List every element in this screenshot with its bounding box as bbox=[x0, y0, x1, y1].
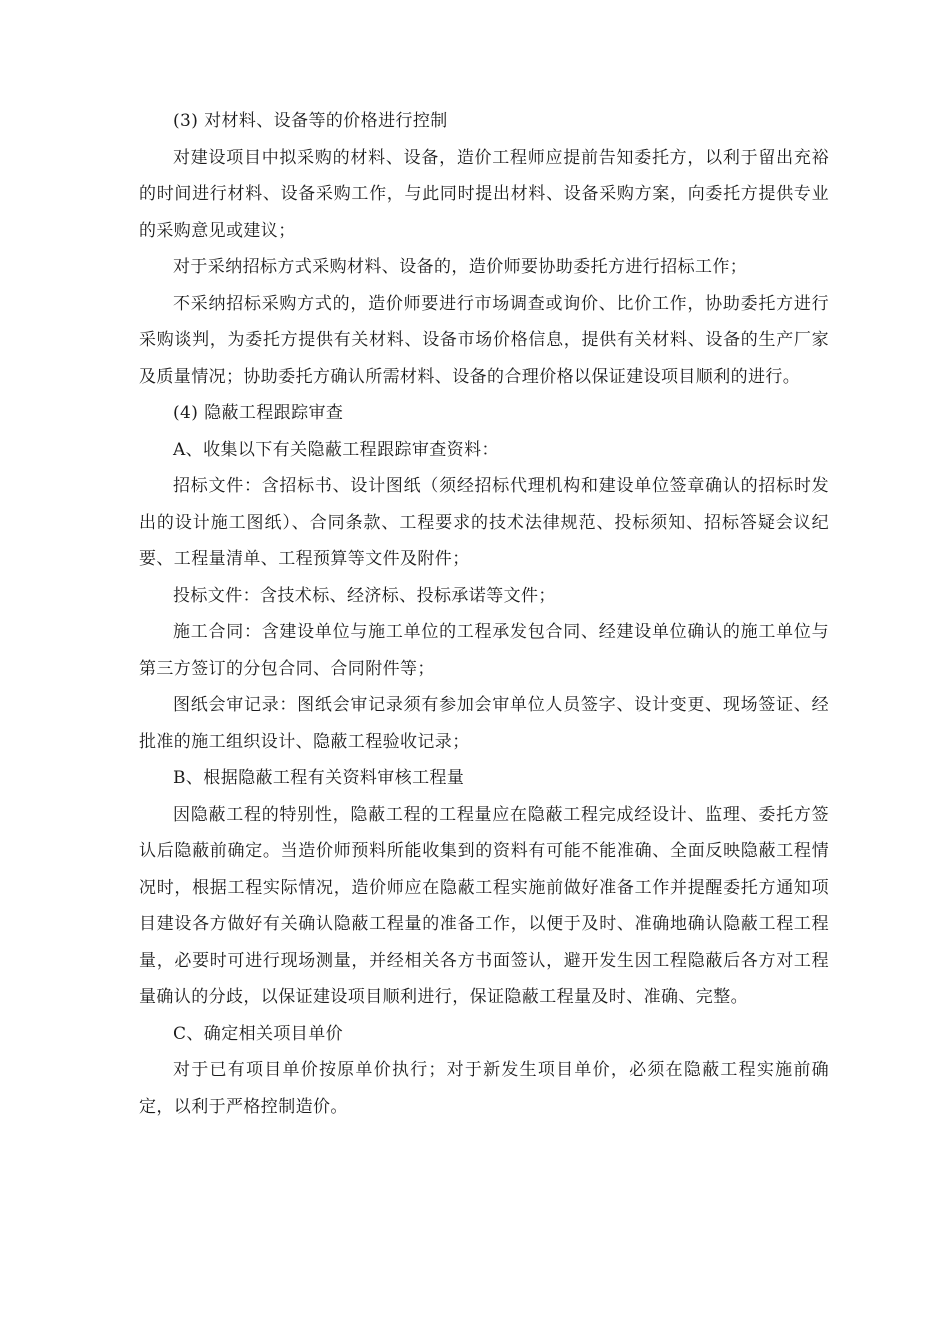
paragraph: 对于已有项目单价按原单价执行；对于新发生项目单价，必须在隐蔽工程实施前确定，以利于严格控制造价。 bbox=[139, 1060, 829, 1117]
paragraph: 对于采纳招标方式采购材料、设备的，造价师要协助委托方进行招标工作； bbox=[173, 257, 748, 277]
document-body bbox=[139, 103, 829, 1125]
paragraph: 投标文件：含技术标、经济标、投标承诺等文件； bbox=[173, 585, 556, 606]
subheading-b: B、根据隐蔽工程有关资料审核工程量 bbox=[173, 768, 465, 788]
paragraph: 因隐蔽工程的特别性，隐蔽工程的工程量应在隐蔽工程完成经设计、监理、委托方签认后隐蔽前确定。当造价师预料所能收集到的资料有可能不能准确、全面反映隐蔽工程情况时，根据工程实际情况，造价师应在隐蔽工程实施前做好准备工作并提醒委托方通知项目建设各方做好有关确认隐蔽工程量的准备工作，以便于及时、准确地确认隐蔽工程工程量，必要时可进行现场测量，并经相关各方书面签认，避开发生因工程隐蔽后各方对工程量确认的分歧，以保证建设项目顺利进行，保证隐蔽工程量及时、准确、完整。 bbox=[139, 804, 829, 1007]
paragraph: 不采纳招标采购方式的，造价师要进行市场调查或询价、比价工作，协助委托方进行采购谈判，为委托方提供有关材料、设备市场价格信息，提供有关材料、设备的生产厂家及质量情况；协助委托方确认所需材料、设备的合理价格以保证建设项目顺利的进行。 bbox=[139, 293, 829, 387]
paragraph: 图纸会审记录：图纸会审记录须有参加会审单位人员签字、设计变更、现场签证、经批准的施工组织设计、隐蔽工程验收记录； bbox=[139, 695, 829, 752]
subheading-a: A、收集以下有关隐蔽工程跟踪审查资料： bbox=[173, 439, 499, 460]
subheading-c: C、确定相关项目单价 bbox=[173, 1023, 344, 1044]
paragraph: 招标文件：含招标书、设计图纸（须经招标代理机构和建设单位签章确认的招标时发出的设计施工图纸）、合同条款、工程要求的技术法律规范、投标须知、招标答疑会议纪要、工程量清单、工程预算等文件及附件； bbox=[139, 476, 829, 569]
section-heading-4: (4) 隐蔽工程跟踪审查 bbox=[173, 403, 344, 423]
section-heading-3: (3) 对材料、设备等的价格进行控制 bbox=[173, 111, 448, 131]
paragraph: 对建设项目中拟采购的材料、设备，造价工程师应提前告知委托方，以利于留出充裕的时间进行材料、设备采购工作，与此同时提出材料、设备采购方案，向委托方提供专业的采购意见或建议； bbox=[139, 147, 829, 241]
paragraph: 施工合同：含建设单位与施工单位的工程承发包合同、经建设单位确认的施工单位与第三方签订的分包合同、合同附件等； bbox=[139, 622, 829, 679]
